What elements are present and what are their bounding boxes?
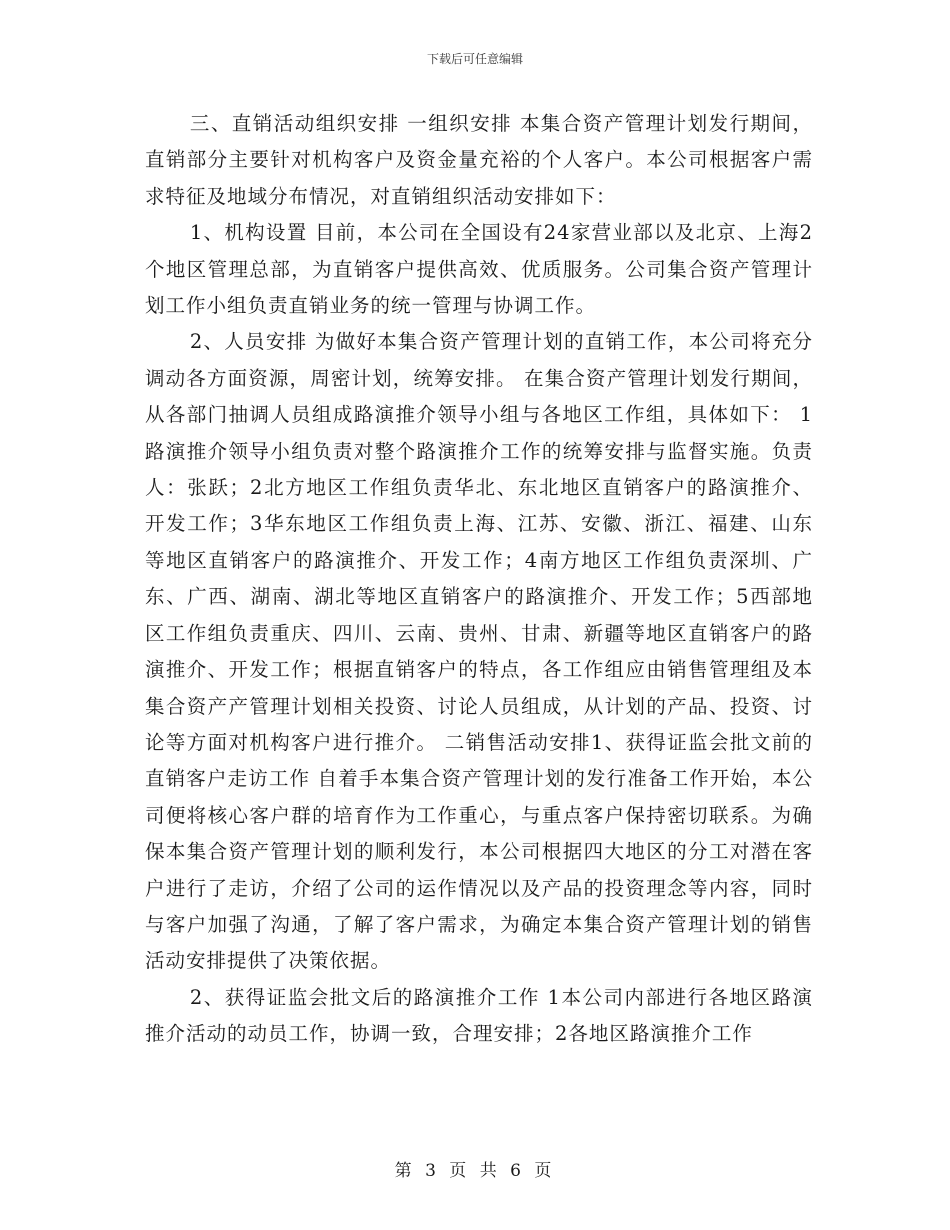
page-number-footer: 第 3 页 共 6 页 <box>394 1161 556 1181</box>
paragraph-staffing: 2、人员安排 为做好本集合资产管理计划的直销工作，本公司将充分调动各方面资源，周密计划，统筹安排。 在集合资产管理计划发行期间，从各部门抽调人员组成路演推介领导小组与各地区工作组，具体如下： 1路演推介领导小组负责对整个路演推介工作的统筹安排与监督实施。负责人：张跃；2北方地区工作组负责华北、东北地区直销客户的路演推介、开发工作；3华东地区工作组负责上海、江苏、安徽、浙江、福建、山东等地区直销客户的路演推介、开发工作；4南方地区工作组负责深圳、广东、广西、湖南、湖北等地区直销客户的路演推介、开发工作；5西部地区工作组负责重庆、四川、云南、贵州、甘肃、新疆等地区直销客户的路演推介、开发工作；根据直销客户的特点，各工作组应由销售管理组及本集合资产产管理计划相关投资、讨论人员组成，从计划的产品、投资、讨论等方面对机构客户进行推介。 二销售活动安排1、获得证监会批文前的直销客户走访工作 自着手本集合资产管理计划的发行准备工作开始，本公司便将核心客户群的培育作为工作重心，与重点客户保持密切联系。为确保本集合资产管理计划的顺利发行，本公司根据四大地区的分工对潜在客户进行了走访，介绍了公司的运作情况以及产品的投资理念等内容，同时与客户加强了沟通，了解了客户需求，为确定本集合资产管理计划的销售活动安排提供了决策依据。 <box>145 330 813 973</box>
page-header-note: 下载后可任意编辑 <box>426 52 523 66</box>
paragraph-organization: 三、直销活动组织安排 一组织安排 本集合资产管理计划发行期间，直销部分主要针对机构客户及资金量充裕的个人客户。本公司根据客户需求特征及地域分布情况，对直销组织活动安排如下： <box>145 112 813 208</box>
document-body <box>145 106 813 1053</box>
paragraph-roadshow: 2、获得证监会批文后的路演推介工作 1本公司内部进行各地区路演推介活动的动员工作，协调一致，合理安排；2各地区路演推介工作 <box>145 985 813 1046</box>
paragraph-institution-setup: 1、机构设置 目前，本公司在全国设有24家营业部以及北京、上海2个地区管理总部，为直销客户提供高效、优质服务。公司集合资产管理计划工作小组负责直销业务的统一管理与协调工作。 <box>145 221 813 318</box>
